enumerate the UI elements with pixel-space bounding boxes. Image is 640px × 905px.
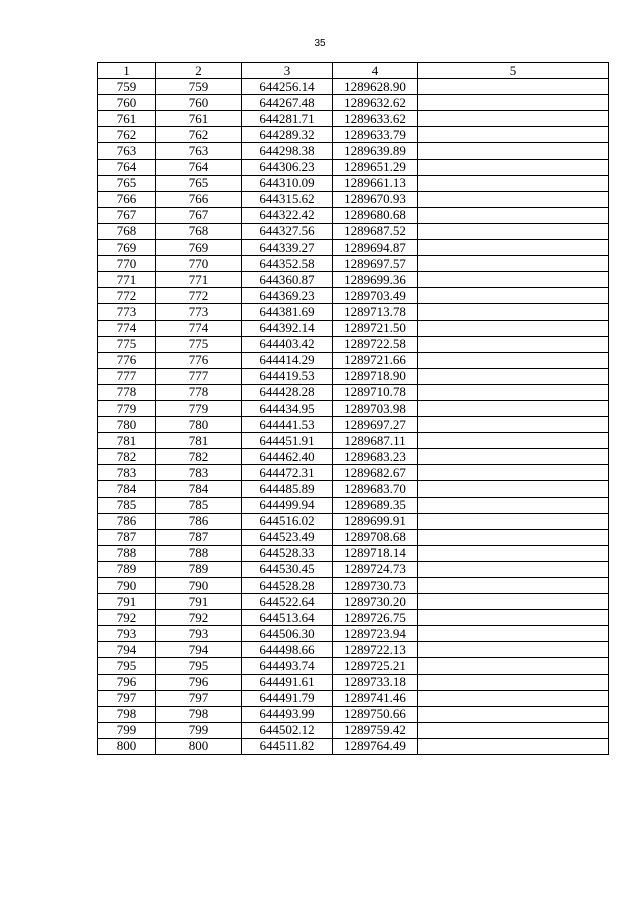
- table-row: [98, 127, 609, 143]
- table-cell: 1289683.70: [333, 481, 418, 497]
- table-row: [98, 111, 609, 127]
- table-cell: 1289680.68: [333, 207, 418, 223]
- table-cell: [418, 207, 609, 223]
- table-cell: 1289633.79: [333, 127, 418, 143]
- table-cell: 644315.62: [242, 191, 333, 207]
- table-cell: 788: [98, 545, 156, 561]
- table-cell: 789: [156, 561, 242, 577]
- table-cell: 644310.09: [242, 175, 333, 191]
- table-row: [98, 481, 609, 497]
- column-header: 4: [333, 63, 418, 79]
- table-cell: 1289710.78: [333, 384, 418, 400]
- table-cell: 774: [98, 320, 156, 336]
- table-cell: 780: [156, 417, 242, 433]
- table-cell: 644472.31: [242, 465, 333, 481]
- table-cell: 1289722.13: [333, 642, 418, 658]
- table-row: [98, 191, 609, 207]
- table-header-row: [98, 63, 609, 79]
- table-cell: [418, 191, 609, 207]
- table-cell: 644419.53: [242, 368, 333, 384]
- table-cell: [418, 529, 609, 545]
- table-cell: 771: [156, 272, 242, 288]
- table-cell: 644506.30: [242, 626, 333, 642]
- table-cell: 789: [98, 561, 156, 577]
- table-cell: 1289697.27: [333, 417, 418, 433]
- table-cell: 782: [156, 449, 242, 465]
- table-cell: 765: [156, 175, 242, 191]
- table-cell: 1289733.18: [333, 674, 418, 690]
- table-cell: 644499.94: [242, 497, 333, 513]
- table-row: [98, 722, 609, 738]
- table-cell: 644493.99: [242, 706, 333, 722]
- table-cell: 795: [98, 658, 156, 674]
- table-cell: 1289713.78: [333, 304, 418, 320]
- table-cell: 760: [98, 95, 156, 111]
- table-cell: 1289687.11: [333, 433, 418, 449]
- table-cell: [418, 642, 609, 658]
- table-row: [98, 626, 609, 642]
- table-cell: [418, 143, 609, 159]
- table-cell: [418, 513, 609, 529]
- coordinates-table: [97, 62, 609, 755]
- table-row: [98, 417, 609, 433]
- table-cell: 772: [156, 288, 242, 304]
- table-row: [98, 320, 609, 336]
- table-cell: 766: [98, 191, 156, 207]
- table-cell: [418, 497, 609, 513]
- table-cell: 774: [156, 320, 242, 336]
- table-cell: 644352.58: [242, 256, 333, 272]
- table-cell: 765: [98, 175, 156, 191]
- table-cell: 644360.87: [242, 272, 333, 288]
- table-cell: [418, 400, 609, 416]
- table-cell: [418, 175, 609, 191]
- table-row: [98, 352, 609, 368]
- table-cell: [418, 240, 609, 256]
- table-cell: 644528.33: [242, 545, 333, 561]
- table-cell: 760: [156, 95, 242, 111]
- table-row: [98, 175, 609, 191]
- page-number: 35: [314, 38, 326, 49]
- table-cell: 1289718.14: [333, 545, 418, 561]
- table-cell: 1289699.91: [333, 513, 418, 529]
- table-cell: 767: [156, 207, 242, 223]
- table-cell: [418, 368, 609, 384]
- table-cell: 777: [156, 368, 242, 384]
- table-cell: 778: [98, 384, 156, 400]
- table-row: [98, 658, 609, 674]
- table-cell: 791: [156, 594, 242, 610]
- table-cell: 775: [156, 336, 242, 352]
- table-cell: 644256.14: [242, 79, 333, 95]
- table-cell: 1289694.87: [333, 240, 418, 256]
- table-cell: [418, 79, 609, 95]
- table-row: [98, 304, 609, 320]
- table-cell: [418, 658, 609, 674]
- table-row: [98, 449, 609, 465]
- table-cell: 786: [156, 513, 242, 529]
- table-cell: [418, 545, 609, 561]
- table-cell: 781: [98, 433, 156, 449]
- table-cell: 644451.91: [242, 433, 333, 449]
- table-cell: 790: [98, 578, 156, 594]
- table-cell: 644434.95: [242, 400, 333, 416]
- column-header: 3: [242, 63, 333, 79]
- table-cell: 644403.42: [242, 336, 333, 352]
- table-row: [98, 465, 609, 481]
- table-cell: 644462.40: [242, 449, 333, 465]
- table-cell: [418, 223, 609, 239]
- table-cell: [418, 674, 609, 690]
- table-row: [98, 79, 609, 95]
- table-cell: 783: [156, 465, 242, 481]
- table-cell: [418, 722, 609, 738]
- table-cell: 644289.32: [242, 127, 333, 143]
- table-cell: 644485.89: [242, 481, 333, 497]
- table-cell: [418, 304, 609, 320]
- table-row: [98, 513, 609, 529]
- table-cell: 791: [98, 594, 156, 610]
- table-row: [98, 738, 609, 754]
- table-cell: 794: [156, 642, 242, 658]
- table-cell: 787: [98, 529, 156, 545]
- table-cell: [418, 578, 609, 594]
- table-cell: 797: [156, 690, 242, 706]
- table-cell: 1289730.73: [333, 578, 418, 594]
- table-cell: 1289689.35: [333, 497, 418, 513]
- table-cell: 762: [98, 127, 156, 143]
- table-cell: 644298.38: [242, 143, 333, 159]
- table-cell: [418, 706, 609, 722]
- table-cell: 763: [156, 143, 242, 159]
- table-row: [98, 256, 609, 272]
- table-cell: 644441.53: [242, 417, 333, 433]
- table-cell: 1289750.66: [333, 706, 418, 722]
- table-body: [98, 79, 609, 755]
- table-cell: 644522.64: [242, 594, 333, 610]
- table-cell: 800: [98, 738, 156, 754]
- table-cell: 769: [156, 240, 242, 256]
- table-cell: [418, 417, 609, 433]
- table-row: [98, 561, 609, 577]
- table-cell: [418, 738, 609, 754]
- table-cell: 644339.27: [242, 240, 333, 256]
- table-cell: 777: [98, 368, 156, 384]
- table-cell: 798: [156, 706, 242, 722]
- table-cell: 795: [156, 658, 242, 674]
- table-cell: 644502.12: [242, 722, 333, 738]
- table-cell: 644392.14: [242, 320, 333, 336]
- table-row: [98, 594, 609, 610]
- table-cell: 796: [156, 674, 242, 690]
- table-row: [98, 497, 609, 513]
- table-cell: [418, 272, 609, 288]
- table-cell: 779: [156, 400, 242, 416]
- table-cell: 644414.29: [242, 352, 333, 368]
- table-cell: 759: [98, 79, 156, 95]
- table-row: [98, 223, 609, 239]
- column-header: 5: [418, 63, 609, 79]
- table-row: [98, 336, 609, 352]
- table-cell: 790: [156, 578, 242, 594]
- table-cell: 644281.71: [242, 111, 333, 127]
- table-cell: 779: [98, 400, 156, 416]
- table-cell: 1289699.36: [333, 272, 418, 288]
- table-row: [98, 642, 609, 658]
- table-cell: 769: [98, 240, 156, 256]
- table-cell: 1289724.73: [333, 561, 418, 577]
- table-cell: 800: [156, 738, 242, 754]
- table-cell: 763: [98, 143, 156, 159]
- table-cell: 1289708.68: [333, 529, 418, 545]
- table-cell: 644369.23: [242, 288, 333, 304]
- table-cell: [418, 481, 609, 497]
- column-header: 1: [98, 63, 156, 79]
- table-cell: 1289718.90: [333, 368, 418, 384]
- table-cell: [418, 610, 609, 626]
- table-cell: 644493.74: [242, 658, 333, 674]
- table-cell: 1289703.49: [333, 288, 418, 304]
- table-cell: 783: [98, 465, 156, 481]
- table-cell: 644327.56: [242, 223, 333, 239]
- table-cell: 784: [156, 481, 242, 497]
- table-cell: 782: [98, 449, 156, 465]
- table-row: [98, 384, 609, 400]
- table-row: [98, 368, 609, 384]
- table-row: [98, 610, 609, 626]
- table-cell: 1289730.20: [333, 594, 418, 610]
- table-cell: 788: [156, 545, 242, 561]
- table-cell: 796: [98, 674, 156, 690]
- table-cell: 778: [156, 384, 242, 400]
- table-cell: 644511.82: [242, 738, 333, 754]
- table-cell: [418, 449, 609, 465]
- table-row: [98, 272, 609, 288]
- table-cell: [418, 690, 609, 706]
- column-header: 2: [156, 63, 242, 79]
- table-row: [98, 690, 609, 706]
- table-cell: 762: [156, 127, 242, 143]
- table-cell: 644306.23: [242, 159, 333, 175]
- table-cell: 772: [98, 288, 156, 304]
- table-row: [98, 545, 609, 561]
- table-cell: 764: [156, 159, 242, 175]
- table-cell: 644516.02: [242, 513, 333, 529]
- table-cell: 759: [156, 79, 242, 95]
- table-cell: 1289764.49: [333, 738, 418, 754]
- table-cell: 1289722.58: [333, 336, 418, 352]
- table-cell: 644498.66: [242, 642, 333, 658]
- table-row: [98, 674, 609, 690]
- table-cell: 644491.79: [242, 690, 333, 706]
- table-cell: [418, 433, 609, 449]
- table-cell: 792: [98, 610, 156, 626]
- table-cell: 798: [98, 706, 156, 722]
- table-cell: 1289723.94: [333, 626, 418, 642]
- table-cell: 644491.61: [242, 674, 333, 690]
- table-cell: 644381.69: [242, 304, 333, 320]
- table-cell: 1289697.57: [333, 256, 418, 272]
- table-cell: 773: [156, 304, 242, 320]
- table-cell: 644528.28: [242, 578, 333, 594]
- table-row: [98, 159, 609, 175]
- table-cell: [418, 111, 609, 127]
- table-cell: 781: [156, 433, 242, 449]
- table-cell: 1289725.21: [333, 658, 418, 674]
- table-cell: [418, 127, 609, 143]
- table-row: [98, 400, 609, 416]
- table-cell: 644428.28: [242, 384, 333, 400]
- table-cell: 770: [156, 256, 242, 272]
- table-cell: [418, 465, 609, 481]
- table-cell: 1289633.62: [333, 111, 418, 127]
- table-cell: 1289721.50: [333, 320, 418, 336]
- table-row: [98, 240, 609, 256]
- table-cell: 785: [98, 497, 156, 513]
- table-cell: 771: [98, 272, 156, 288]
- table-cell: 793: [98, 626, 156, 642]
- table-cell: [418, 352, 609, 368]
- table-cell: 768: [98, 223, 156, 239]
- table-cell: 1289683.23: [333, 449, 418, 465]
- table-cell: 768: [156, 223, 242, 239]
- table-row: [98, 529, 609, 545]
- table-cell: 1289682.67: [333, 465, 418, 481]
- table-cell: 784: [98, 481, 156, 497]
- table-cell: 1289726.75: [333, 610, 418, 626]
- table-cell: 644322.42: [242, 207, 333, 223]
- table-row: [98, 143, 609, 159]
- table-cell: [418, 288, 609, 304]
- table-cell: [418, 336, 609, 352]
- table-cell: 1289661.13: [333, 175, 418, 191]
- table-cell: 1289687.52: [333, 223, 418, 239]
- table-cell: [418, 95, 609, 111]
- table-cell: [418, 594, 609, 610]
- table-cell: 792: [156, 610, 242, 626]
- table-cell: 1289670.93: [333, 191, 418, 207]
- table-cell: 644523.49: [242, 529, 333, 545]
- table-row: [98, 288, 609, 304]
- table-cell: 775: [98, 336, 156, 352]
- table-cell: 1289639.89: [333, 143, 418, 159]
- table-cell: 776: [156, 352, 242, 368]
- table-cell: 780: [98, 417, 156, 433]
- table-cell: 1289759.42: [333, 722, 418, 738]
- table-cell: 761: [98, 111, 156, 127]
- table-row: [98, 706, 609, 722]
- table-cell: 770: [98, 256, 156, 272]
- table-cell: [418, 561, 609, 577]
- table-cell: 1289721.66: [333, 352, 418, 368]
- table-cell: 644513.64: [242, 610, 333, 626]
- table-cell: 773: [98, 304, 156, 320]
- table-cell: 1289651.29: [333, 159, 418, 175]
- table-cell: 644267.48: [242, 95, 333, 111]
- table-cell: 797: [98, 690, 156, 706]
- table-cell: 799: [98, 722, 156, 738]
- table-row: [98, 578, 609, 594]
- table-cell: 794: [98, 642, 156, 658]
- table-cell: [418, 256, 609, 272]
- table-cell: 764: [98, 159, 156, 175]
- table-cell: 766: [156, 191, 242, 207]
- table-cell: 1289741.46: [333, 690, 418, 706]
- table-row: [98, 207, 609, 223]
- table-row: [98, 95, 609, 111]
- table-cell: 786: [98, 513, 156, 529]
- table-cell: 793: [156, 626, 242, 642]
- table-cell: 1289632.62: [333, 95, 418, 111]
- table-cell: 767: [98, 207, 156, 223]
- table-cell: 776: [98, 352, 156, 368]
- table-cell: [418, 320, 609, 336]
- table-cell: 644530.45: [242, 561, 333, 577]
- table-cell: 799: [156, 722, 242, 738]
- table-cell: 785: [156, 497, 242, 513]
- table-cell: [418, 626, 609, 642]
- table-cell: 761: [156, 111, 242, 127]
- table-row: [98, 433, 609, 449]
- table-cell: [418, 384, 609, 400]
- table-cell: [418, 159, 609, 175]
- table-cell: 1289703.98: [333, 400, 418, 416]
- table-cell: 1289628.90: [333, 79, 418, 95]
- table-cell: 787: [156, 529, 242, 545]
